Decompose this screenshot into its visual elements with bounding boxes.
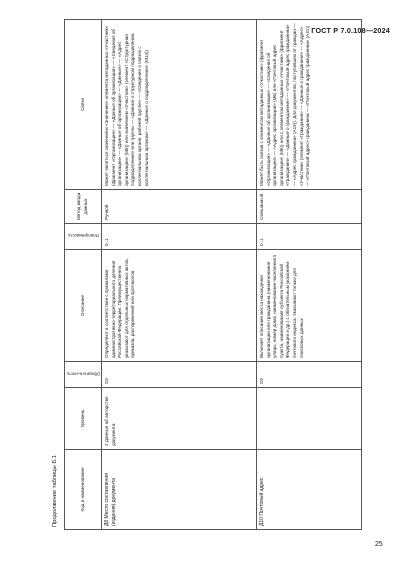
header-repeat-label: Повторяемость [67, 233, 99, 239]
cell-description: Включает описание места нахождения организации или гражданина (наименование улицы, номер дома, наименование населенного пункта, наименование субъекта Российской Федерации и др.) с обязательным указанием почтового индекса. Указывают только для поисковых данных [257, 250, 362, 362]
document-id: ГОСТ Р 7.0.108—2024 [311, 26, 390, 35]
cell-links: Может являться значением «Значение» элемента метаданных «Участник» (фрагмент «Организация» — «Данные об организации» — «Сведения об организации» — «Данные об организации» — «Данные» — «Адрес организации» (М6)) или значением «Участник» (элемент «Структурная подразделения» или группы — «Данные о структурном подразделении, коллегиальном органе, рабочей группе» — «Сведения о связях с коллегиальным органом» — «Данные о подразделении» (М14)) [102, 20, 257, 190]
header-obligation-label: Обязатель-ность [66, 371, 100, 377]
header-description: Описание [65, 250, 102, 362]
cell-repeat: 0..1 [102, 224, 257, 250]
metadata-table [64, 19, 362, 530]
header-level: Уровень [65, 388, 102, 450]
header-links: Связи [65, 20, 102, 190]
rotated-table-block [52, 20, 367, 530]
cell-links: Может быть связан с элементом метаданных «Участник» (фрагмент «Организация» — «Данные об организации» — «Сведения об организации» — «Адрес организации» (М6) или «Почтовый адрес организации» (М6)) или с элементом метаданных «Участник» (фрагмент «Гражданин» — «Данные о гражданине» — «Почтовый адрес гражданина» — «Адрес гражданина» (А15)). Для документов, поступивших от граждан — «Участник» (элемент «Гражданин» — «Данные о гражданине» — «Адрес» — «Почтовый адрес» гражданина — «Почтовый адрес гражданина» (А41)) [257, 20, 362, 190]
cell-method: Смешанный [257, 190, 362, 224]
cell-description: Определяют в соответствии с правилами административно-территориального деления Российской Федерации. Преимущественно указывают для отдельных нормативных актов, приказов, распоряжений или протоколов [102, 250, 257, 362]
header-code-name: Код и наименование [65, 450, 102, 530]
cell-repeat: 0..1 [257, 224, 362, 250]
cell-obligation: ОУ [257, 362, 362, 388]
page-number: 25 [375, 541, 383, 548]
cell-level [257, 388, 362, 450]
table-header-row [65, 20, 102, 530]
cell-obligation: ОУ [102, 362, 257, 388]
table-caption: Продолжение таблицы Б.1 [52, 455, 58, 527]
header-method: Метод ввода данных [65, 190, 102, 224]
cell-level: 2 Данные об авторстве документа [102, 388, 257, 450]
cell-code-name: Д10 Почтовый адрес [257, 450, 362, 530]
header-repeat [65, 224, 102, 250]
header-obligation [65, 362, 102, 388]
table-row [102, 20, 257, 530]
cell-code-name: Д8 Место составления (издания) документа [102, 450, 257, 530]
cell-method: Ручной [102, 190, 257, 224]
table-row [257, 20, 362, 530]
